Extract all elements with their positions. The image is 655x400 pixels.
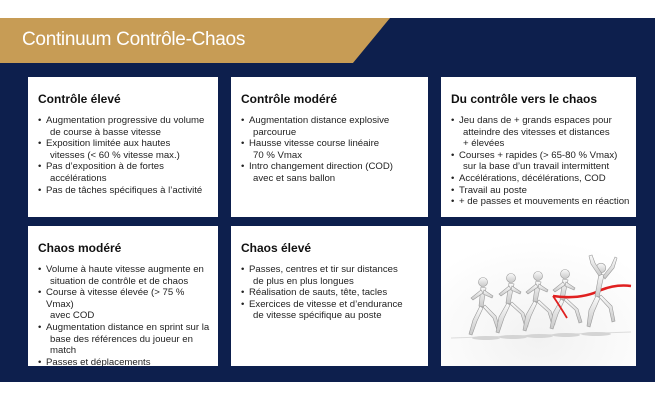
list-item: • Exercices de vitesse et d’endurance: [241, 299, 422, 311]
list-item: • Passes et déplacements: [38, 357, 212, 366]
list-item-continuation: de course à basse vitesse: [50, 126, 161, 138]
list-item: • Passes, centres et tir sur distances: [241, 264, 422, 276]
card-controle-eleve: [28, 77, 218, 217]
list-item-continuation: de vitesse spécifique au poste: [253, 310, 382, 322]
card-title: Contrôle élevé: [38, 92, 121, 106]
runners-finish-line-icon: [441, 226, 636, 366]
list-item: • Jeu dans de + grands espaces pour: [451, 115, 630, 127]
list-item-continuation: situation de contrôle et de chaos: [50, 275, 189, 287]
list-item: • Course à vitesse élevée (> 75 % Vmax): [38, 287, 212, 310]
card-controle-modere: [231, 77, 428, 217]
list-item-continuation: accélérations: [50, 172, 107, 184]
card-title: Chaos modéré: [38, 241, 122, 255]
card-chaos-modere: [28, 226, 218, 366]
list-item: • Réalisation de sauts, tête, tacles: [241, 287, 422, 299]
card-list: [241, 264, 422, 322]
list-item: • Volume à haute vitesse augmente en: [38, 264, 212, 276]
card-list: [451, 115, 630, 208]
list-item: • Pas de tâches spécifiques à l’activité: [38, 185, 212, 197]
list-item-continuation: + élevées: [463, 138, 505, 150]
card-list: [38, 264, 212, 366]
card-list: [241, 115, 422, 185]
list-item-continuation: atteindre des vitesses et distances: [463, 126, 610, 138]
list-item-continuation: 70 % Vmax: [253, 149, 303, 161]
list-item: • Travail au poste: [451, 185, 630, 197]
list-item-continuation: sur la base d’un travail intermittent: [463, 161, 610, 173]
card-title: Contrôle modéré: [241, 92, 338, 106]
list-item: • Intro changement direction (COD): [241, 161, 422, 173]
list-item: • Augmentation progressive du volume: [38, 115, 212, 127]
slide-title: Continuum Contrôle-Chaos: [22, 29, 246, 50]
list-item: • Courses + rapides (> 65-80 % Vmax): [451, 150, 630, 162]
list-item-continuation: parcourue: [253, 126, 297, 138]
list-item-continuation: de plus en plus longues: [253, 275, 354, 287]
card-list: [38, 115, 212, 196]
list-item: • Hausse vitesse course linéaire: [241, 138, 422, 150]
list-item-continuation: base des références du joueur en match: [50, 333, 193, 357]
runners-image-card: [441, 226, 636, 366]
list-item: • Accélérations, décélérations, COD: [451, 173, 630, 185]
list-item: • Augmentation distance en sprint sur la: [38, 322, 212, 334]
list-item: • Augmentation distance explosive: [241, 115, 422, 127]
list-item-continuation: vitesses (< 60 % vitesse max.): [50, 149, 180, 161]
card-controle-vers-chaos: [441, 77, 636, 217]
card-title: Du contrôle vers le chaos: [451, 92, 598, 106]
card-chaos-eleve: [231, 226, 428, 366]
list-item: • Exposition limitée aux hautes: [38, 138, 212, 150]
list-item-continuation: avec et sans ballon: [253, 172, 336, 184]
list-item: • + de passes et mouvements en réaction: [451, 196, 630, 208]
list-item: • Pas d’exposition à de fortes: [38, 161, 212, 173]
list-item-continuation: avec COD: [50, 310, 95, 322]
card-title: Chaos élevé: [241, 241, 312, 255]
